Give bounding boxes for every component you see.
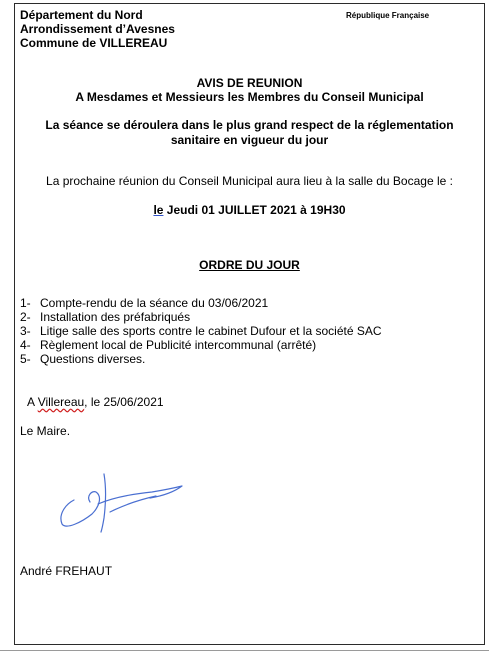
arrondissement-label: Arrondissement d’Avesnes: [20, 22, 175, 36]
commune-label: Commune de VILLEREAU: [20, 36, 168, 50]
meeting-date: [14, 203, 485, 218]
agenda-item: [20, 324, 382, 338]
place-name: Villereau: [37, 395, 85, 409]
agenda-item-text: Questions diverses.: [40, 352, 146, 366]
agenda-item-number: 4-: [20, 338, 31, 352]
agenda-item: [20, 296, 382, 310]
agenda-item: [20, 310, 382, 324]
notice-title: AVIS DE REUNION: [196, 76, 303, 90]
agenda-item-number: 1-: [20, 296, 31, 310]
agenda-item-text: Installation des préfabriqués: [40, 310, 191, 324]
sanitary-line-2: sanitaire en vigueur du jour: [170, 133, 329, 147]
date-value: Jeudi 01 JUILLET 2021 à 19H30: [163, 203, 346, 217]
agenda-item: [20, 338, 382, 352]
agenda-item-text: Compte-rendu de la séance du 03/06/2021: [40, 296, 269, 310]
meeting-intro: La prochaine réunion du Conseil Municipal aura lieu à la salle du Bocage le :: [46, 174, 453, 188]
mayor-role: Le Maire.: [20, 424, 71, 438]
agenda-heading: ORDRE DU JOUR: [199, 258, 300, 272]
place-date-line: A Villereau, le 25/06/2021: [27, 395, 164, 409]
departement-label: Département du Nord: [20, 8, 143, 22]
republique-label: République Française: [346, 11, 430, 20]
agenda-item-number: 2-: [20, 310, 31, 324]
signature-image: [52, 472, 192, 534]
agenda-item-number: 5-: [20, 352, 31, 366]
agenda-list: [20, 296, 382, 366]
agenda-item-number: 3-: [20, 324, 31, 338]
page-bottom-divider: [0, 650, 489, 651]
sanitary-line-1: La séance se déroulera dans le plus grand respect de la réglementation: [45, 118, 454, 132]
agenda-item-text: Litige salle des sports contre le cabinet Dufour et la société SAC: [40, 324, 382, 338]
notice-addressee: A Mesdames et Messieurs les Membres du Conseil Municipal: [75, 90, 424, 104]
place-date: , le 25/06/2021: [84, 395, 164, 409]
signatory-name: André FREHAUT: [20, 564, 113, 578]
date-prefix: le: [153, 203, 164, 217]
agenda-item: [20, 352, 382, 366]
agenda-item-text: Règlement local de Publicité intercommunal (arrêté): [40, 338, 317, 352]
